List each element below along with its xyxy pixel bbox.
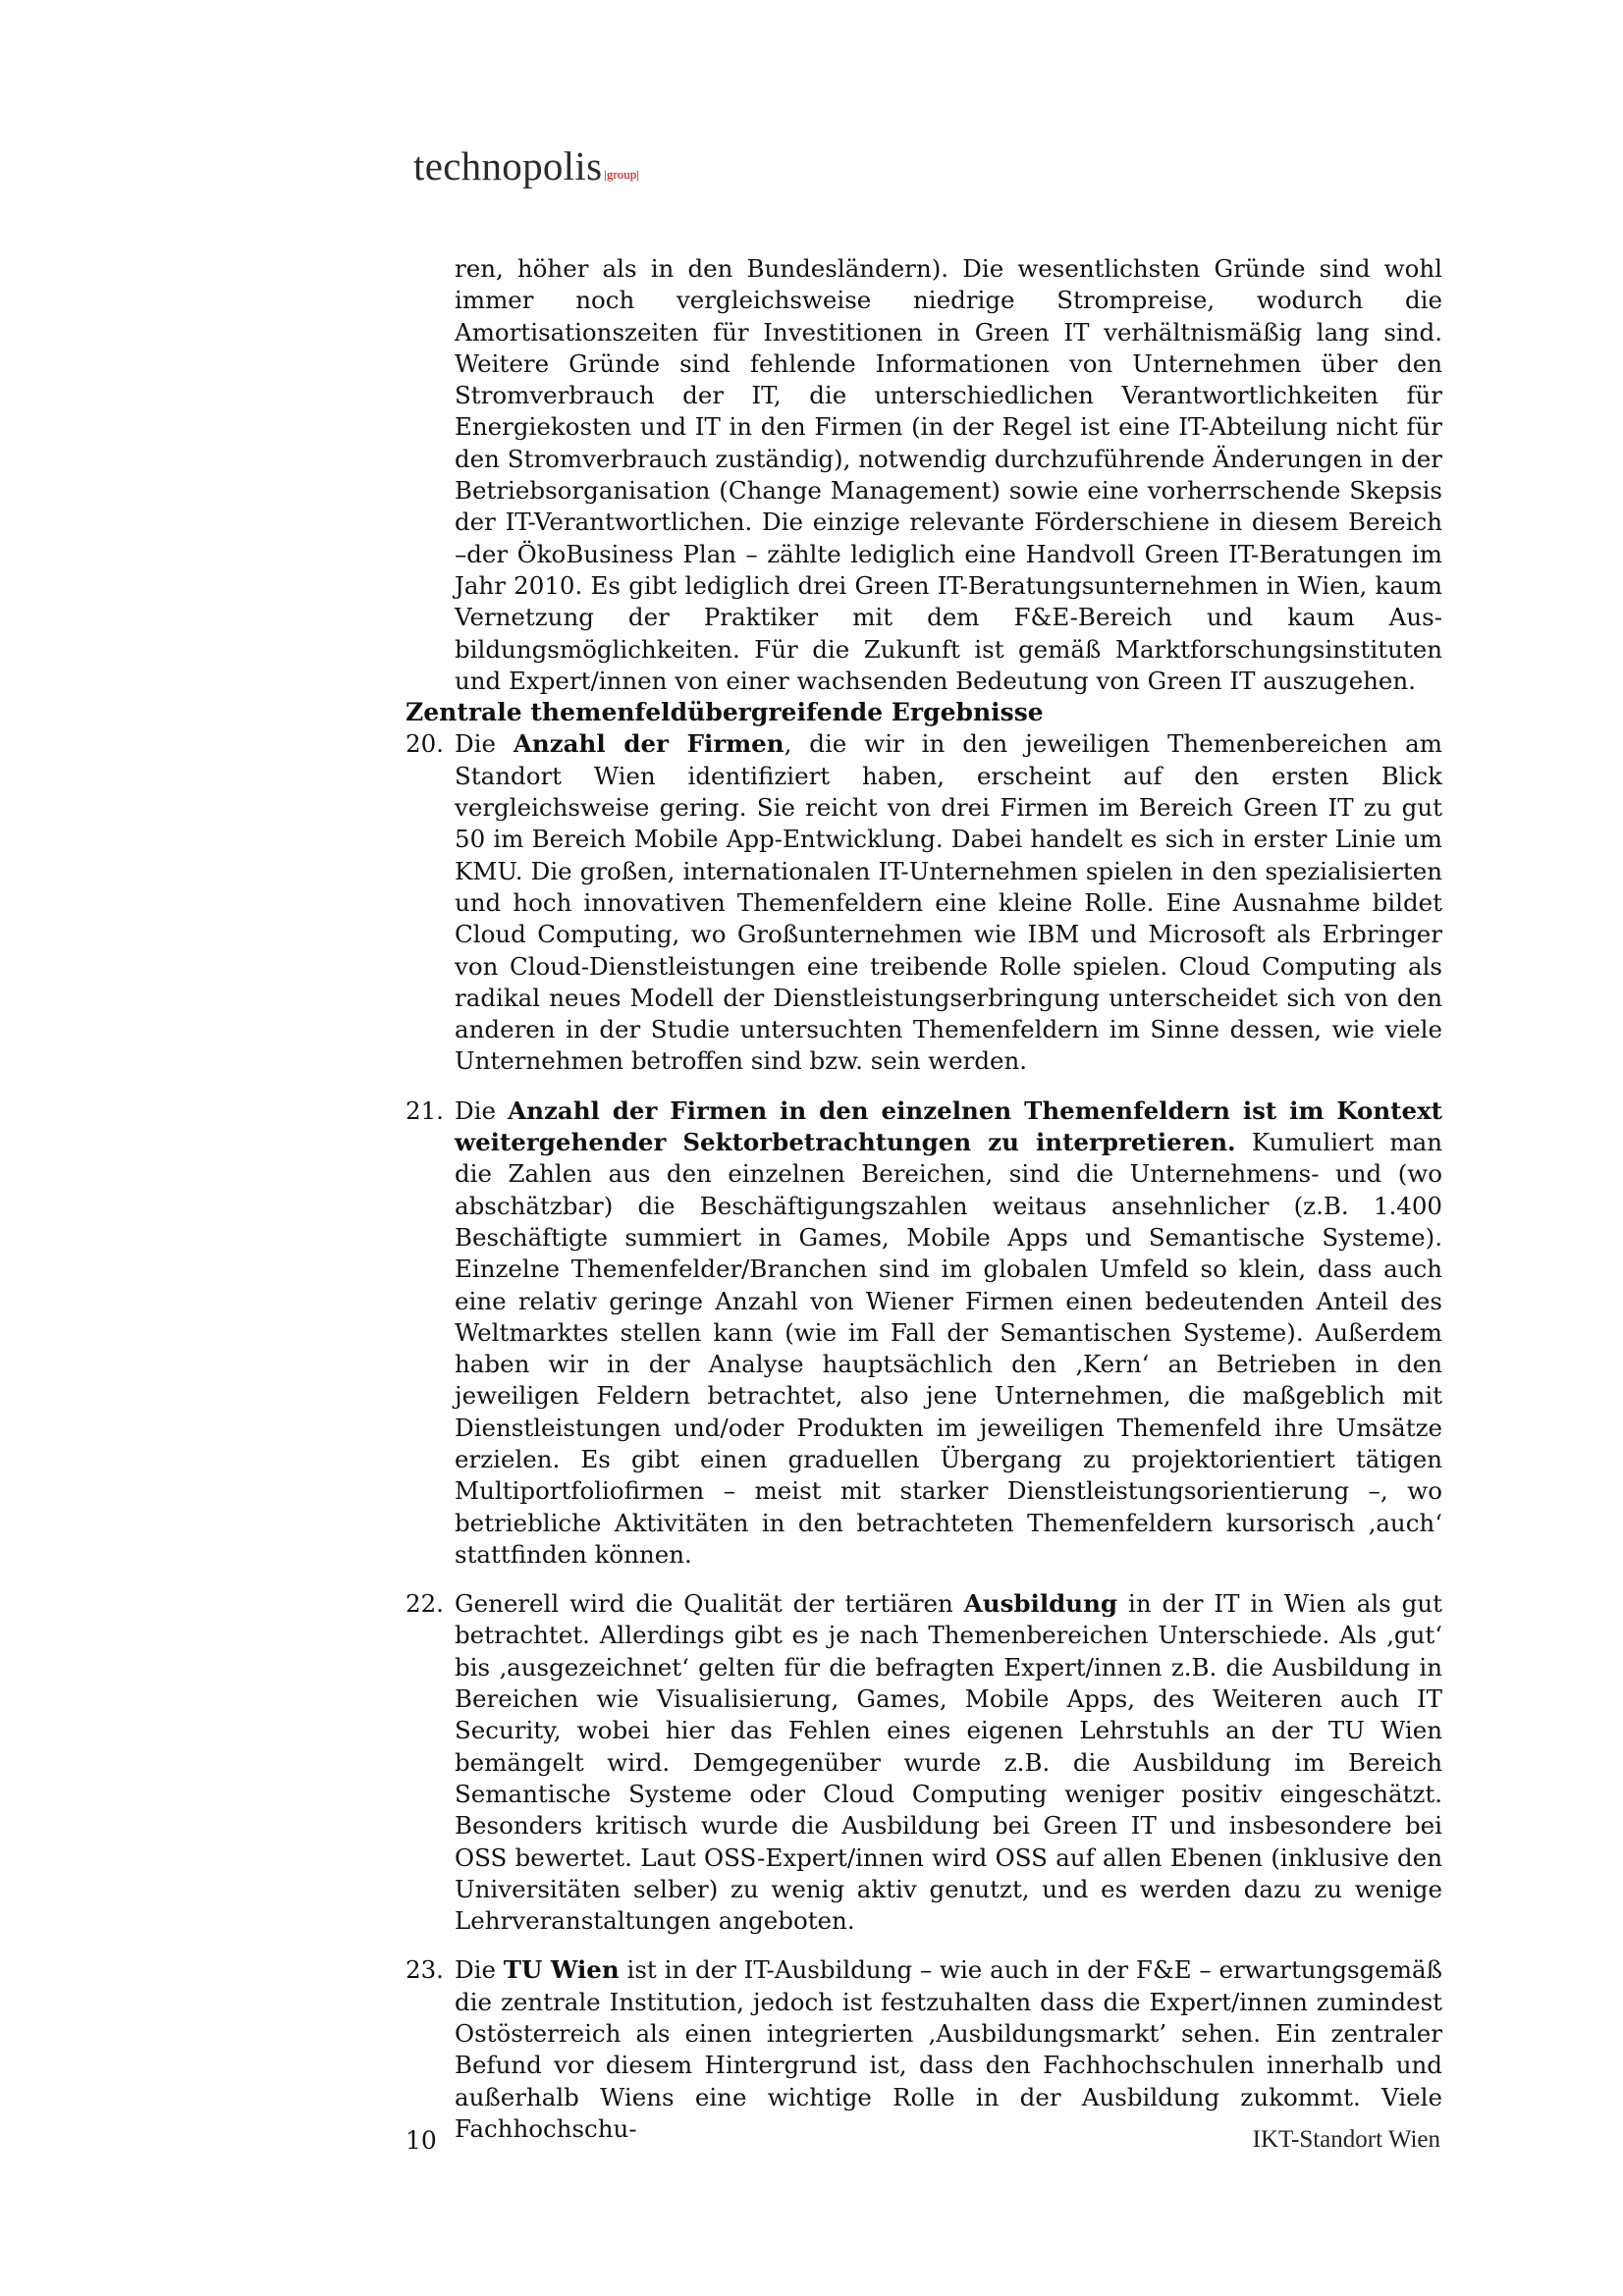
item-text-post: in der IT in Wien als gut betrachtet. Allerdings gibt es je nach Themenbereichen Unterschiede. Als ‚gut‘ bis ‚ausgezeichnet‘ gelten für die befragten Expert/innen z.B. die Ausbildung in Bereichen wie Visualisierung, Games, Mobile Apps, des Weiteren auch IT Security, wobei hier das Fehlen eines eigenen Lehrstuhls an der TU Wien bemängelt wird. Demgegenüber wurde z.B. die Ausbildung im Bereich Semantische Systeme oder Cloud Computing weniger positiv eingeschätzt. Besonders kritisch wurde die Ausbildung bei Green IT und insbesondere bei OSS bewertet. Laut OSS-Expert/innen wird OSS auf allen Ebenen (inklusive den Universitäten selber) zu wenig aktiv genutzt, und es werden dazu zu wenige Lehrveranstaltungen angeboten. [455,1589,1442,1936]
item-text-pre: Generell wird die Qualität der tertiären [455,1589,964,1619]
numbered-item [406,1954,1442,2145]
logo [413,142,639,189]
item-text-bold: Anzahl der Firmen in den einzelnen Themenfeldern ist im Kontext weitergehender Sektorbetrachtungen zu interpretieren. [455,1095,1442,1157]
item-number: 22. [406,1589,444,1619]
item-number: 20. [406,729,444,759]
item-text [455,1588,1442,1937]
item-number: 23. [406,1955,444,1985]
item-text-bold: Ausbildung [963,1589,1118,1619]
page-number: 10 [406,2126,437,2155]
main-content [406,253,1442,2163]
item-text [455,1954,1442,2145]
running-title: IKT-Standort Wien [1252,2126,1440,2153]
logo-tag: |group| [604,167,639,182]
section-heading: Zentrale themenfeldübergreifende Ergebnisse [406,698,1044,727]
item-text-post: Kumuliert man die Zahlen aus den einzelnen Bereichen, sind die Unternehmens- und (wo abschätzbar) die Beschäftigungszahlen weitaus ansehnlicher (z.B. 1.400 Beschäftigte summiert in Games, Mobile Apps und Semantische Systeme). Einzelne Themenfelder/Branchen sind im globalen Umfeld so klein, dass auch eine relativ geringe Anzahl von Wiener Firmen einen bedeutenden Anteil des Weltmarktes stellen kann (wie im Fall der Semantischen Systeme). Außerdem haben wir in der Analyse hauptsächlich den ‚Kern‘ an Betrieben in den jeweiligen Feldern betrachtet, also jene Unternehmen, die maßgeblich mit Dienstleistungen und/oder Produkten im jeweiligen Themenfeld ihre Umsätze erzielen. Es gibt einen graduellen Übergang zu projektorientiert tätigen Multiportfoliofirmen – meist mit starker Dienstleistungsorientierung –, wo betriebliche Aktivitäten in den betrachteten Themenfeldern kursorisch ‚auch‘ stattfinden können. [455,1128,1442,1569]
item-text [455,1095,1442,1571]
numbered-item [406,1095,1442,1571]
item-number: 21. [406,1095,444,1125]
intro-paragraph: ren, höher als in den Bundesländern). Die wesentlichsten Gründe sind wohl immer noch vergleichsweise niedrige Strompreise, wodurch die Amortisationszeiten für Investitionen in Green IT verhältnismäßig lang sind. Weitere Gründe sind fehlende Informationen von Unternehmen über den Stromverbrauch der IT, die unterschiedlichen Verantwortlichkeiten für Energiekosten und IT in den Firmen (in der Regel ist eine IT-Abteilung nicht für den Stromverbrauch zuständig), notwendig durchzuführende Änderungen in der Betriebsorganisation (Change Management) sowie eine vorherrschende Skepsis der IT-Verantwortlichen. Die einzige relevante Förderschiene in diesem Bereich –der ÖkoBusiness Plan – zählte lediglich eine Handvoll Green IT-Beratungen im Jahr 2010. Es gibt lediglich drei Green IT-Beratungsunternehmen in Wien, kaum Vernetzung der Praktiker mit dem F&E-Bereich und kaum Aus-bildungsmöglichkeiten. Für die Zukunft ist gemäß Marktforschungsinstituten und Expert/innen von einer wachsenden Bedeutung von Green IT auszugehen. [455,254,1442,695]
item-text-pre: Die [455,1095,509,1125]
item-text-bold: Anzahl der Firmen [513,729,784,759]
logo-text: technopolis [413,143,603,188]
item-text-post: , die wir in den jeweiligen Themenbereichen am Standort Wien identifiziert haben, erscheint auf den ersten Blick vergleichsweise gering. Sie reicht von drei Firmen im Bereich Green IT zu gut 50 im Bereich Mobile App-Entwicklung. Dabei handelt es sich in erster Linie um KMU. Die großen, internationalen IT-Unternehmen spielen in den spezialisierten und hoch innovativen Themenfeldern eine kleine Rolle. Eine Ausnahme bildet Cloud Computing, wo Großunternehmen wie IBM und Microsoft als Erbringer von Cloud-Dienstleistungen eine treibende Rolle spielen. Cloud Computing als radikal neues Modell der Dienstleistungserbringung unterscheidet sich von den anderen in der Studie untersuchten Themenfeldern im Sinne dessen, wie viele Unternehmen betroffen sind bzw. sein werden. [455,729,1442,1076]
item-text [455,728,1442,1077]
numbered-item [406,728,1442,1077]
item-text-bold: TU Wien [503,1955,620,1985]
numbered-item [406,1588,1442,1937]
item-text-pre: Die [455,1955,504,1985]
item-text-post: ist in der IT-Ausbildung – wie auch in der F&E – erwartungsgemäß die zentrale Institution, jedoch ist festzuhalten dass die Expert/innen zumindest Ostösterreich als einen integrierten ‚Ausbildungsmarkt’ sehen. Ein zentraler Befund vor diesem Hintergrund ist, dass den Fachhochschulen innerhalb und außerhalb Wiens eine wichtige Rolle in der Ausbildung zukommt. Viele Fachhochschu- [455,1955,1442,2143]
item-text-pre: Die [455,729,514,759]
